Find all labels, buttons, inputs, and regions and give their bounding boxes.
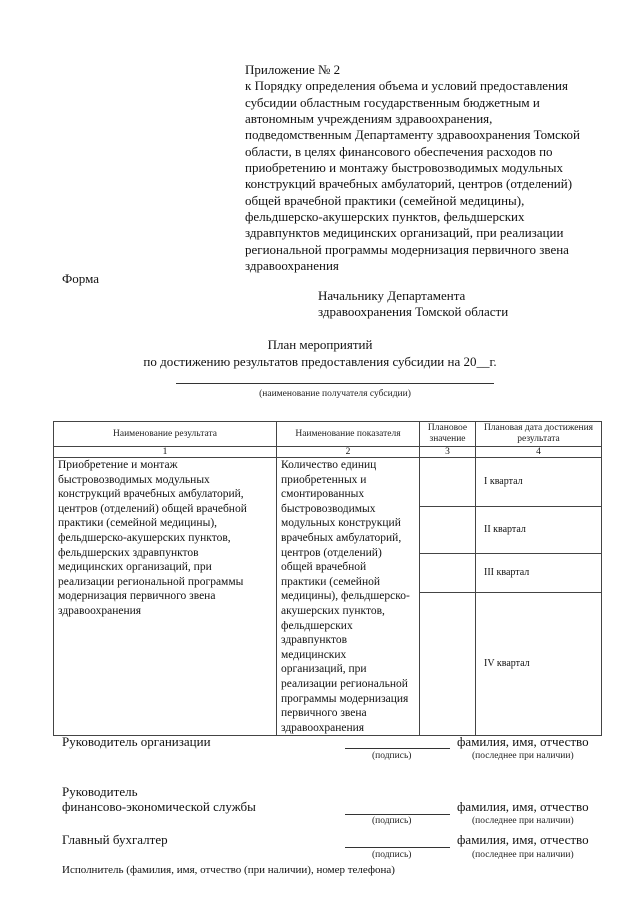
result-line: центров (отделений) общей врачебной <box>58 502 247 515</box>
finance-name: фамилия, имя, отчество <box>457 799 589 814</box>
col-number: 1 <box>54 447 277 458</box>
quarter-1: I квартал <box>476 458 602 507</box>
head-signature-caption: (подпись) <box>372 751 412 761</box>
indicator-line: реализации региональной <box>281 677 408 690</box>
col-number: 2 <box>277 447 420 458</box>
finance-name-caption: (последнее при наличии) <box>472 816 574 826</box>
annex-line: региональной программы модернизация первичного звена <box>245 241 569 257</box>
result-line: фельдшерско-акушерских пунктов, <box>58 531 231 544</box>
addressee-line-1: Начальнику Департамента <box>318 288 466 303</box>
annex-line: области, в целях финансового обеспечения расходов по <box>245 143 553 159</box>
finance-label-1: Руководитель <box>62 784 138 799</box>
indicator-line: здравоохранения <box>281 721 365 734</box>
header-result: Наименование результата <box>54 422 277 447</box>
result-line: быстровозводимых модульных <box>58 473 210 486</box>
plan-table <box>53 421 602 736</box>
annex-line: конструкций врачебных амбулаторий, центров (отделений) <box>245 176 573 192</box>
indicator-line: медицины), фельдшерско- <box>281 590 410 603</box>
planned-value-q2[interactable] <box>420 507 476 554</box>
result-line: Приобретение и монтаж <box>58 459 178 471</box>
accountant-signature-caption: (подпись) <box>372 850 412 860</box>
accountant-name: фамилия, имя, отчество <box>457 832 589 847</box>
annex-line: к Порядку определения объема и условий предоставления <box>245 78 568 94</box>
accountant-name-caption: (последнее при наличии) <box>472 850 574 860</box>
indicator-line: фельдшерских <box>281 619 353 632</box>
result-line: реализации региональной программы <box>58 575 244 588</box>
annex-line: здравпунктов медицинских организаций, при реализации <box>245 225 564 241</box>
indicator-line: Количество единиц <box>281 459 377 471</box>
quarter-3: III квартал <box>476 554 602 593</box>
head-name: фамилия, имя, отчество <box>457 734 589 749</box>
annex-line: фельдшерско-акушерских пунктов, фельдшерских <box>245 209 525 225</box>
planned-value-q4[interactable] <box>420 592 476 735</box>
result-line: медицинских организаций, при <box>58 561 212 574</box>
indicator-line: приобретенных и <box>281 473 367 486</box>
accountant-label: Главный бухгалтер <box>62 832 168 847</box>
document-subtitle: по достижению результатов предоставления субсидии на 20__г. <box>143 354 497 369</box>
col-number: 3 <box>420 447 476 458</box>
planned-value-q1[interactable] <box>420 458 476 507</box>
annex-line: субсидии областным государственным бюджетным и <box>245 94 540 110</box>
indicator-line: общей врачебной <box>281 561 367 574</box>
indicator-line: программы модернизация <box>281 692 409 705</box>
finance-label-2: финансово-экономической службы <box>62 799 256 814</box>
indicator-line: врачебных амбулаторий, <box>281 531 402 544</box>
finance-signature-line[interactable] <box>345 814 450 815</box>
quarter-4: IV квартал <box>476 592 602 735</box>
result-line: фельдшерских здравпунктов <box>58 546 199 559</box>
indicator-line: практики (семейной <box>281 575 381 588</box>
annex-line: здравоохранения <box>245 258 339 274</box>
indicator-line: центров (отделений) <box>281 546 382 559</box>
document-title: План мероприятий <box>267 337 373 352</box>
indicator-line: быстровозводимых <box>281 502 376 515</box>
header-indicator: Наименование показателя <box>277 422 420 447</box>
annex-line: подведомственным Департаменту здравоохранения Томской <box>245 127 581 143</box>
result-line: практики (семейной медицины), <box>58 517 218 530</box>
indicator-line: первичного звена <box>281 707 367 720</box>
indicator-line: здравпунктов <box>281 634 348 647</box>
recipient-underline <box>176 383 494 384</box>
head-label: Руководитель организации <box>62 734 211 749</box>
header-planned-date: Плановая дата достижения результата <box>476 422 602 447</box>
recipient-caption: (наименование получателя субсидии) <box>259 389 411 399</box>
annex-header <box>245 62 580 274</box>
indicator-line: организаций, при <box>281 663 367 676</box>
head-name-caption: (последнее при наличии) <box>472 751 574 761</box>
result-line: здравоохранения <box>58 604 142 617</box>
annex-line: автономным учреждениям здравоохранения, <box>245 111 493 127</box>
addressee-line-2: здравоохранения Томской области <box>318 304 509 319</box>
col-number: 4 <box>476 447 602 458</box>
annex-line: Приложение № 2 <box>245 62 341 77</box>
accountant-signature-line[interactable] <box>345 847 450 848</box>
result-name-cell <box>54 458 277 736</box>
annex-line: приобретению и монтажу быстровозводимых модульных <box>245 160 563 176</box>
quarter-2: II квартал <box>476 507 602 554</box>
finance-signature-caption: (подпись) <box>372 816 412 826</box>
planned-value-q3[interactable] <box>420 554 476 593</box>
indicator-line: медицинских <box>281 648 347 661</box>
result-line: модернизация первичного звена <box>58 590 216 603</box>
indicator-line: модульных конструкций <box>281 517 401 530</box>
header-planned-value: Плановое значение <box>420 422 476 447</box>
result-line: конструкций врачебных амбулаторий, <box>58 488 244 501</box>
executor-label: Исполнитель (фамилия, имя, отчество (при наличии), номер телефона) <box>62 864 395 876</box>
head-signature-line[interactable] <box>345 748 450 749</box>
form-label: Форма <box>62 271 99 286</box>
annex-line: общей врачебной практики (семейной медицины), <box>245 192 525 208</box>
indicator-name-cell <box>277 458 420 736</box>
indicator-line: смонтированных <box>281 488 365 501</box>
indicator-line: акушерских пунктов, <box>281 604 385 617</box>
